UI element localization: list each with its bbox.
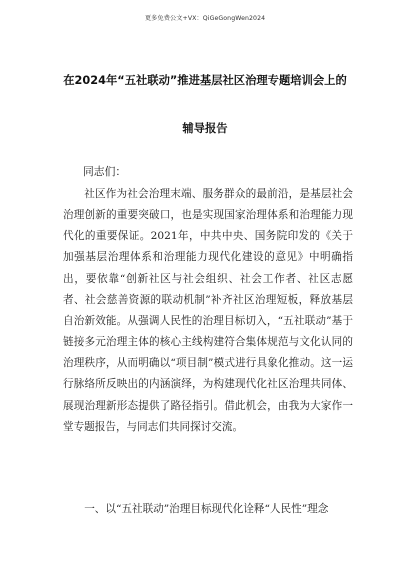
document-title-line2: 辅导报告 (182, 122, 228, 135)
section-heading: 一、以“五社联动”治理目标现代化诠释“人民性”理念 (84, 503, 329, 515)
header-note: 更多免费公文+VX：QiGeGongWen2024 (144, 15, 266, 22)
document-title-line1: 在2024年“五社联动”推进基层社区治理专题培训会上的 (63, 74, 347, 87)
body-paragraph: 社区作为社会治理末端、服务群众的最前沿，是基层社会治理创新的重要突破口，也是实现国家治理体系和治理能力现代化的重要保证。2021年，中共中央、国务院印发的《关于加强基层治理体系和治理能力现代化建设的意见》中明确指出，要依靠“创新社区与社会组织、社会工作者、社区志愿者、社会慈善资源的联动机制”补齐社区治理短板，释放基层自治新效能。从强调人民性的治理目标切入，“五社联动”基于链接多元治理主体的核心主线构建符合集体规范与文化认同的治理秩序，从而明确以“项目制”模式进行具象化推动。这一运行脉络所反映出的内涵演绎，为构建现代化社区治理共同体、展现治理新形态提供了路径指引。借此机会，由我为大家作一堂专题报告，与同志们共同探讨交流。 (63, 188, 353, 433)
salutation: 同志们： (83, 165, 127, 178)
